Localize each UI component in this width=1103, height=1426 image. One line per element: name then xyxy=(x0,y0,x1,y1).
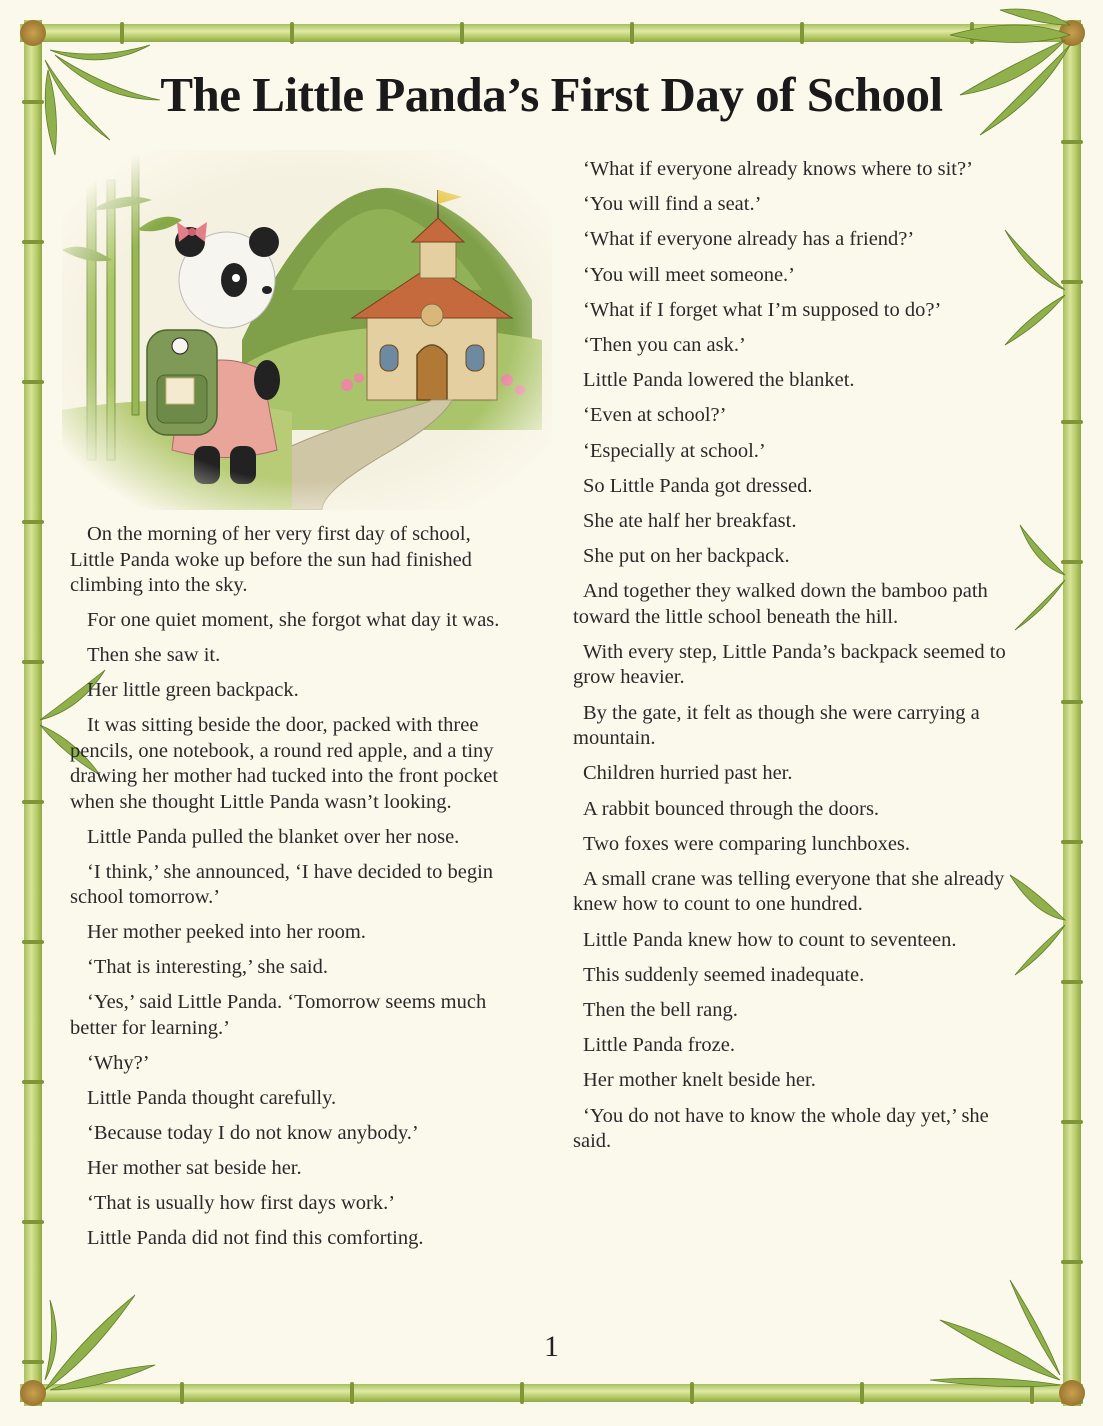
bamboo-node xyxy=(22,520,44,524)
bamboo-node xyxy=(460,22,464,44)
story-paragraph: ‘Yes,’ said Little Panda. ‘Tomorrow seems much better for learning.’ xyxy=(70,991,487,1039)
story-paragraph: ‘I think,’ she announced, ‘I have decided to begin school tomorrow.’ xyxy=(70,860,494,908)
bamboo-node xyxy=(350,1382,354,1404)
bamboo-node xyxy=(290,22,294,44)
bamboo-node xyxy=(630,22,634,44)
story-paragraph: Then she saw it. xyxy=(87,644,221,666)
story-paragraph: So Little Panda got dressed. xyxy=(583,474,813,497)
story-paragraph: Little Panda did not find this comforting. xyxy=(87,1226,424,1249)
story-paragraph: By the gate, it felt as though she were carrying a mountain. xyxy=(573,701,980,750)
bamboo-node xyxy=(22,240,44,244)
story-paragraph: Children hurried past her. xyxy=(583,762,793,785)
story-paragraph: ‘That is interesting,’ she said. xyxy=(87,956,329,978)
story-paragraph: ‘What if I forget what I’m supposed to do?’ xyxy=(583,298,942,321)
story-paragraph: Her mother knelt beside her. xyxy=(583,1069,816,1092)
bamboo-node xyxy=(1061,420,1083,424)
story-title: The Little Panda’s First Day of School xyxy=(160,67,943,122)
story-paragraph: It was sitting beside the door, packed with three pencils, one notebook, a round red apple, and a tiny drawing her mother had tucked into the front pocket when she thought Little Panda wasn’t looking. xyxy=(70,714,499,813)
story-paragraph: Two foxes were comparing lunchboxes. xyxy=(583,832,911,855)
story-paragraph: Little Panda froze. xyxy=(583,1034,735,1057)
story-paragraph: On the morning of her very first day of school, Little Panda woke up before the sun had finished climbing into the sky. xyxy=(70,523,472,596)
bamboo-node xyxy=(180,1382,184,1404)
story-paragraph: Her mother peeked into her room. xyxy=(87,921,366,943)
story-paragraph: She put on her backpack. xyxy=(583,545,790,568)
story-paragraph: Then the bell rang. xyxy=(583,998,738,1021)
page-number: 1 xyxy=(544,1330,559,1363)
bamboo-top-pole xyxy=(20,24,1083,42)
story-paragraph: ‘Why?’ xyxy=(87,1051,150,1074)
story-paragraph: ‘You do not have to know the whole day yet,’ she said. xyxy=(573,1104,989,1152)
story-paragraph: With every step, Little Panda’s backpack seemed to grow heavier. xyxy=(573,640,1006,689)
bamboo-node xyxy=(22,800,44,804)
bamboo-right-pole xyxy=(1063,20,1081,1406)
bamboo-node xyxy=(22,660,44,664)
story-paragraph: ‘That is usually how first days work.’ xyxy=(87,1191,396,1214)
story-paragraph: Little Panda pulled the blanket over her nose. xyxy=(87,825,460,848)
bamboo-node xyxy=(22,940,44,944)
story-paragraph: She ate half her breakfast. xyxy=(583,509,797,532)
bamboo-node xyxy=(520,1382,524,1404)
story-paragraph: A rabbit bounced through the doors. xyxy=(583,797,880,820)
story-paragraph: Her mother sat beside her. xyxy=(87,1156,302,1179)
bamboo-node xyxy=(1061,980,1083,984)
story-paragraph: Little Panda thought carefully. xyxy=(87,1086,337,1109)
story-paragraph: ‘You will find a seat.’ xyxy=(583,193,762,216)
story-text-right-column xyxy=(573,157,1023,1164)
bamboo-node xyxy=(690,1382,694,1404)
story-paragraph: ‘Even at school?’ xyxy=(583,404,727,427)
bamboo-node xyxy=(22,380,44,384)
story-text-left-column xyxy=(70,522,510,1261)
bamboo-node xyxy=(1061,840,1083,844)
story-paragraph: Little Panda lowered the blanket. xyxy=(583,369,855,392)
story-paragraph: ‘Especially at school.’ xyxy=(583,439,766,462)
story-paragraph: Little Panda knew how to count to seventeen. xyxy=(583,928,957,951)
story-illustration xyxy=(62,150,552,510)
story-paragraph: ‘What if everyone already has a friend?’ xyxy=(583,228,915,251)
story-paragraph: A small crane was telling everyone that she already knew how to count to one hundred. xyxy=(573,867,1005,916)
bamboo-node xyxy=(1061,1260,1083,1264)
story-paragraph: ‘Because today I do not know anybody.’ xyxy=(87,1121,419,1144)
story-paragraph: For one quiet moment, she forgot what day it was. xyxy=(87,609,500,631)
story-paragraph: ‘You will meet someone.’ xyxy=(583,263,796,286)
bamboo-node xyxy=(1061,700,1083,704)
bamboo-node xyxy=(1061,1120,1083,1124)
story-paragraph: ‘Then you can ask.’ xyxy=(583,333,746,356)
bamboo-node xyxy=(800,22,804,44)
story-paragraph: This suddenly seemed inadequate. xyxy=(583,963,865,986)
story-paragraph: Her little green backpack. xyxy=(87,679,299,701)
story-paragraph: And together they walked down the bamboo path toward the little school beneath the hill. xyxy=(573,580,988,628)
story-paragraph: ‘What if everyone already knows where to sit?’ xyxy=(583,158,973,180)
bamboo-node xyxy=(22,1080,44,1084)
bamboo-node xyxy=(22,1220,44,1224)
bamboo-node xyxy=(860,1382,864,1404)
